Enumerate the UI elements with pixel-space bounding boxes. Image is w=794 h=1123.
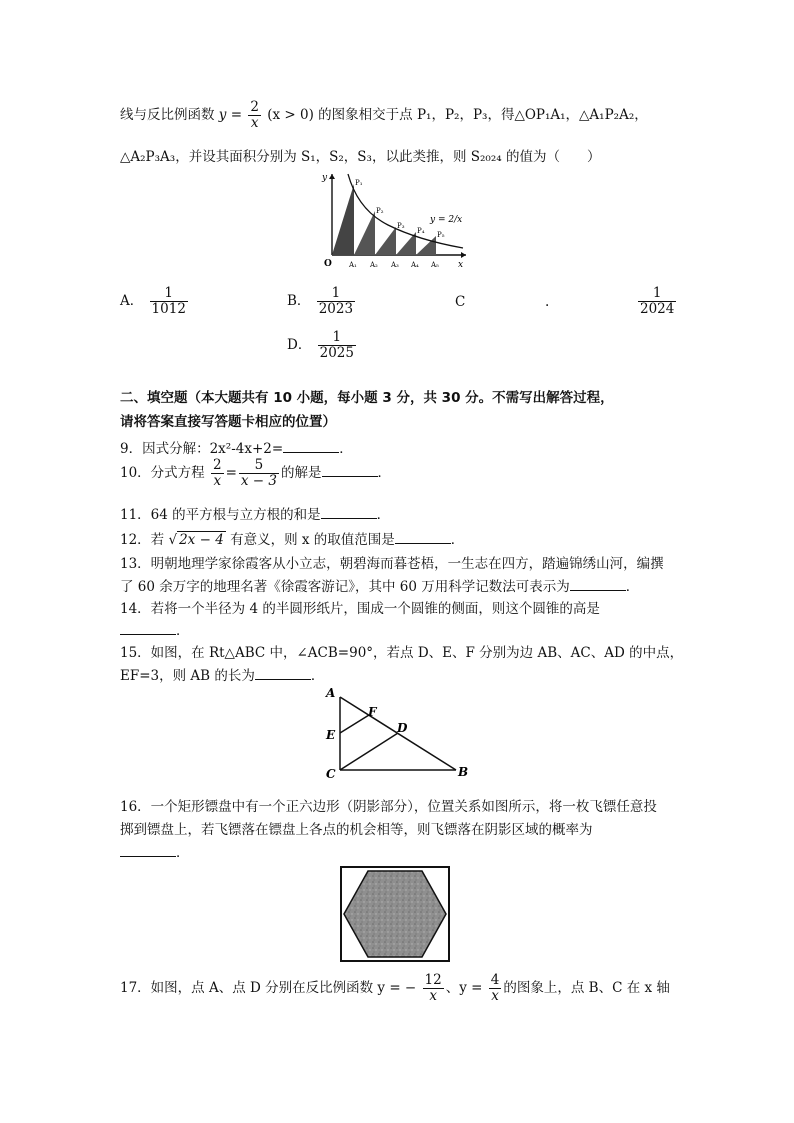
option-c-fraction	[638, 286, 676, 317]
option-d-label: D．	[287, 336, 312, 353]
q15-line2-text: EF=3，则 AB 的长为	[120, 668, 255, 684]
label-b: B	[458, 765, 469, 779]
label-y: y	[322, 173, 328, 183]
frac-den: 2025	[319, 344, 354, 361]
label-p1: P₁	[355, 179, 363, 187]
option-d[interactable]	[287, 330, 358, 361]
question-13-line1: 13．明朝地理学家徐霞客从小立志，朝碧海而暮苍梧，一生志在四方，踏遍锦绣山河，编撰	[120, 556, 664, 572]
option-c-label[interactable]: C	[455, 294, 466, 310]
q9-end: ．	[339, 441, 353, 457]
label-a5: A₅	[431, 261, 439, 269]
frac-num: 1	[318, 330, 356, 346]
frac-num: 12	[424, 972, 442, 988]
q13-line2-text: 了 60 余万字的地理名著《徐霞客游记》，其中 60 万用科学记数法可表示为	[120, 579, 570, 595]
q11-end: ．	[376, 507, 391, 523]
question-15-line1: 15．如图，在 Rt△ABC 中，∠ACB=90°，若点 D、E、F 分别为边 AB、AC、AD 的中点，	[120, 645, 684, 661]
label-p5: P₅	[437, 231, 445, 239]
frac-num: 2	[250, 99, 259, 115]
question-16-line3	[120, 841, 190, 861]
question-10	[120, 458, 391, 489]
answer-blank[interactable]	[322, 464, 378, 477]
q14-end: ．	[176, 623, 190, 639]
q10-prefix: 10．分式方程	[120, 464, 205, 481]
q12-prefix: 12．若	[120, 532, 165, 548]
label-a1: A₁	[349, 261, 357, 269]
question-14-line2	[120, 619, 190, 639]
q15-end: ．	[310, 668, 325, 684]
question-16-line2: 掷到镖盘上，若飞镖落在镖盘上各点的机会相等，则飞镖落在阴影区域的概率为	[120, 822, 593, 838]
q8-cond: (x > 0)	[267, 106, 314, 123]
sqrt-symbol: √	[168, 532, 178, 548]
q8-prefix: 线与反比例函数	[120, 106, 215, 123]
frac-num: 2	[212, 457, 222, 473]
label-a2: A₂	[370, 261, 378, 269]
q8-suffix: 的图象相交于点 P₁，P₂，P₃，得△OP₁A₁，△A₁P₂A₂，	[318, 106, 648, 123]
option-a-label: A．	[120, 292, 144, 309]
label-a4: A₄	[411, 261, 419, 269]
frac-num: 1	[150, 286, 188, 302]
label-e: E	[326, 728, 336, 742]
frac-num: 4	[490, 972, 500, 988]
answer-blank[interactable]	[120, 844, 176, 857]
answer-blank[interactable]	[255, 667, 311, 680]
frac-num: 1	[638, 286, 676, 302]
frac-den: x	[213, 472, 222, 489]
question-15-line2	[120, 664, 324, 684]
q13-end: ．	[625, 579, 640, 595]
q10-right-fraction	[239, 458, 279, 489]
q10-end: ．	[377, 464, 391, 481]
frac-num: 1	[317, 286, 355, 302]
q11-text: 11．64 的平方根与立方根的和是	[120, 507, 321, 523]
frac-num: 5	[239, 458, 279, 474]
label-c: C	[326, 767, 336, 781]
frac-den: x	[250, 114, 259, 131]
q12-end: ．	[450, 532, 465, 548]
answer-blank[interactable]	[395, 531, 451, 544]
question-11	[120, 503, 390, 523]
q9-text: 9．因式分解：2x²-4x+2=	[120, 441, 284, 457]
frac-den: x − 3	[240, 472, 277, 489]
q8-line2: △A₂P₃A₃，并设其面积分别为 S₁，S₂，S₃，以此类推，则 S₂₀₂₄ 的值为（ ）	[120, 149, 601, 165]
q12-suffix: 有意义，则 x 的取值范围是	[230, 532, 395, 548]
q10-suffix: 的解是	[281, 464, 322, 481]
label-a: A	[326, 686, 336, 700]
q17-suffix: 的图象上，点 B、C 在 x 轴	[503, 979, 670, 996]
question-12	[120, 528, 464, 548]
label-p4: P₄	[417, 227, 425, 235]
option-d-fraction	[318, 330, 356, 361]
label-origin: O	[324, 259, 332, 269]
section-2-title: 二、填空题（本大题共有 10 小题，每小题 3 分，共 30 分。不需写出解答过程，	[120, 390, 614, 406]
option-c-dot: .	[545, 294, 550, 310]
option-a-fraction	[150, 286, 188, 317]
label-p3: P₃	[397, 222, 405, 230]
q10-eq: =	[225, 464, 237, 481]
option-c[interactable]	[636, 286, 678, 317]
question-16-line1: 16．一个矩形镖盘中有一个正六边形（阴影部分），位置关系如图所示，将一枚飞镖任意投	[120, 799, 657, 815]
frac-den: 1012	[151, 300, 186, 317]
question-13-line2	[120, 575, 639, 595]
q17-mid: 、y =	[445, 979, 483, 996]
label-p2: P₂	[376, 207, 384, 215]
q10-left-fraction	[211, 458, 224, 489]
question-9	[120, 437, 353, 457]
q17-fraction-1	[423, 973, 444, 1004]
option-b[interactable]	[287, 286, 357, 317]
label-curve: y = 2/x	[430, 215, 463, 225]
answer-blank[interactable]	[570, 578, 626, 591]
section-2-title-cont: 请将答案直接写答题卡相应的位置）	[120, 414, 336, 430]
option-b-fraction	[317, 286, 355, 317]
question-14-line1: 14．若将一个半径为 4 的半圆形纸片，围成一个圆锥的侧面，则这个圆锥的高是	[120, 601, 600, 617]
frac-den: 2024	[640, 300, 675, 317]
answer-blank[interactable]	[321, 506, 377, 519]
label-x: x	[458, 260, 464, 270]
q8-function-fraction	[248, 100, 261, 131]
label-a3: A₃	[391, 261, 399, 269]
q12-radicand: 2x − 4	[179, 532, 224, 548]
question-17	[120, 973, 670, 1004]
option-a[interactable]	[120, 286, 190, 317]
answer-blank[interactable]	[120, 622, 176, 635]
q17-fraction-2	[489, 973, 502, 1004]
label-d: D	[397, 721, 408, 735]
q8-line1: 线与反比例函数 y = $\frac{2}{x}$ (x > 0) 的图象相交于点 P₁，P₂，P₃，得△OP₁A₁，△A₁P₂A₂，	[120, 99, 648, 131]
q16-end: ．	[176, 845, 190, 861]
answer-blank[interactable]	[283, 440, 339, 453]
frac-den: 2023	[318, 300, 354, 317]
q15-triangle-figure	[318, 686, 478, 781]
q16-dartboard-figure	[336, 863, 454, 965]
q8-hyperbola-figure	[318, 170, 470, 276]
frac-den: x	[491, 987, 499, 1004]
frac-den: x	[429, 987, 437, 1004]
option-b-label: B．	[287, 292, 311, 309]
label-f: F	[368, 705, 377, 719]
q17-prefix: 17．如图，点 A、点 D 分别在反比例函数 y = −	[120, 979, 417, 996]
